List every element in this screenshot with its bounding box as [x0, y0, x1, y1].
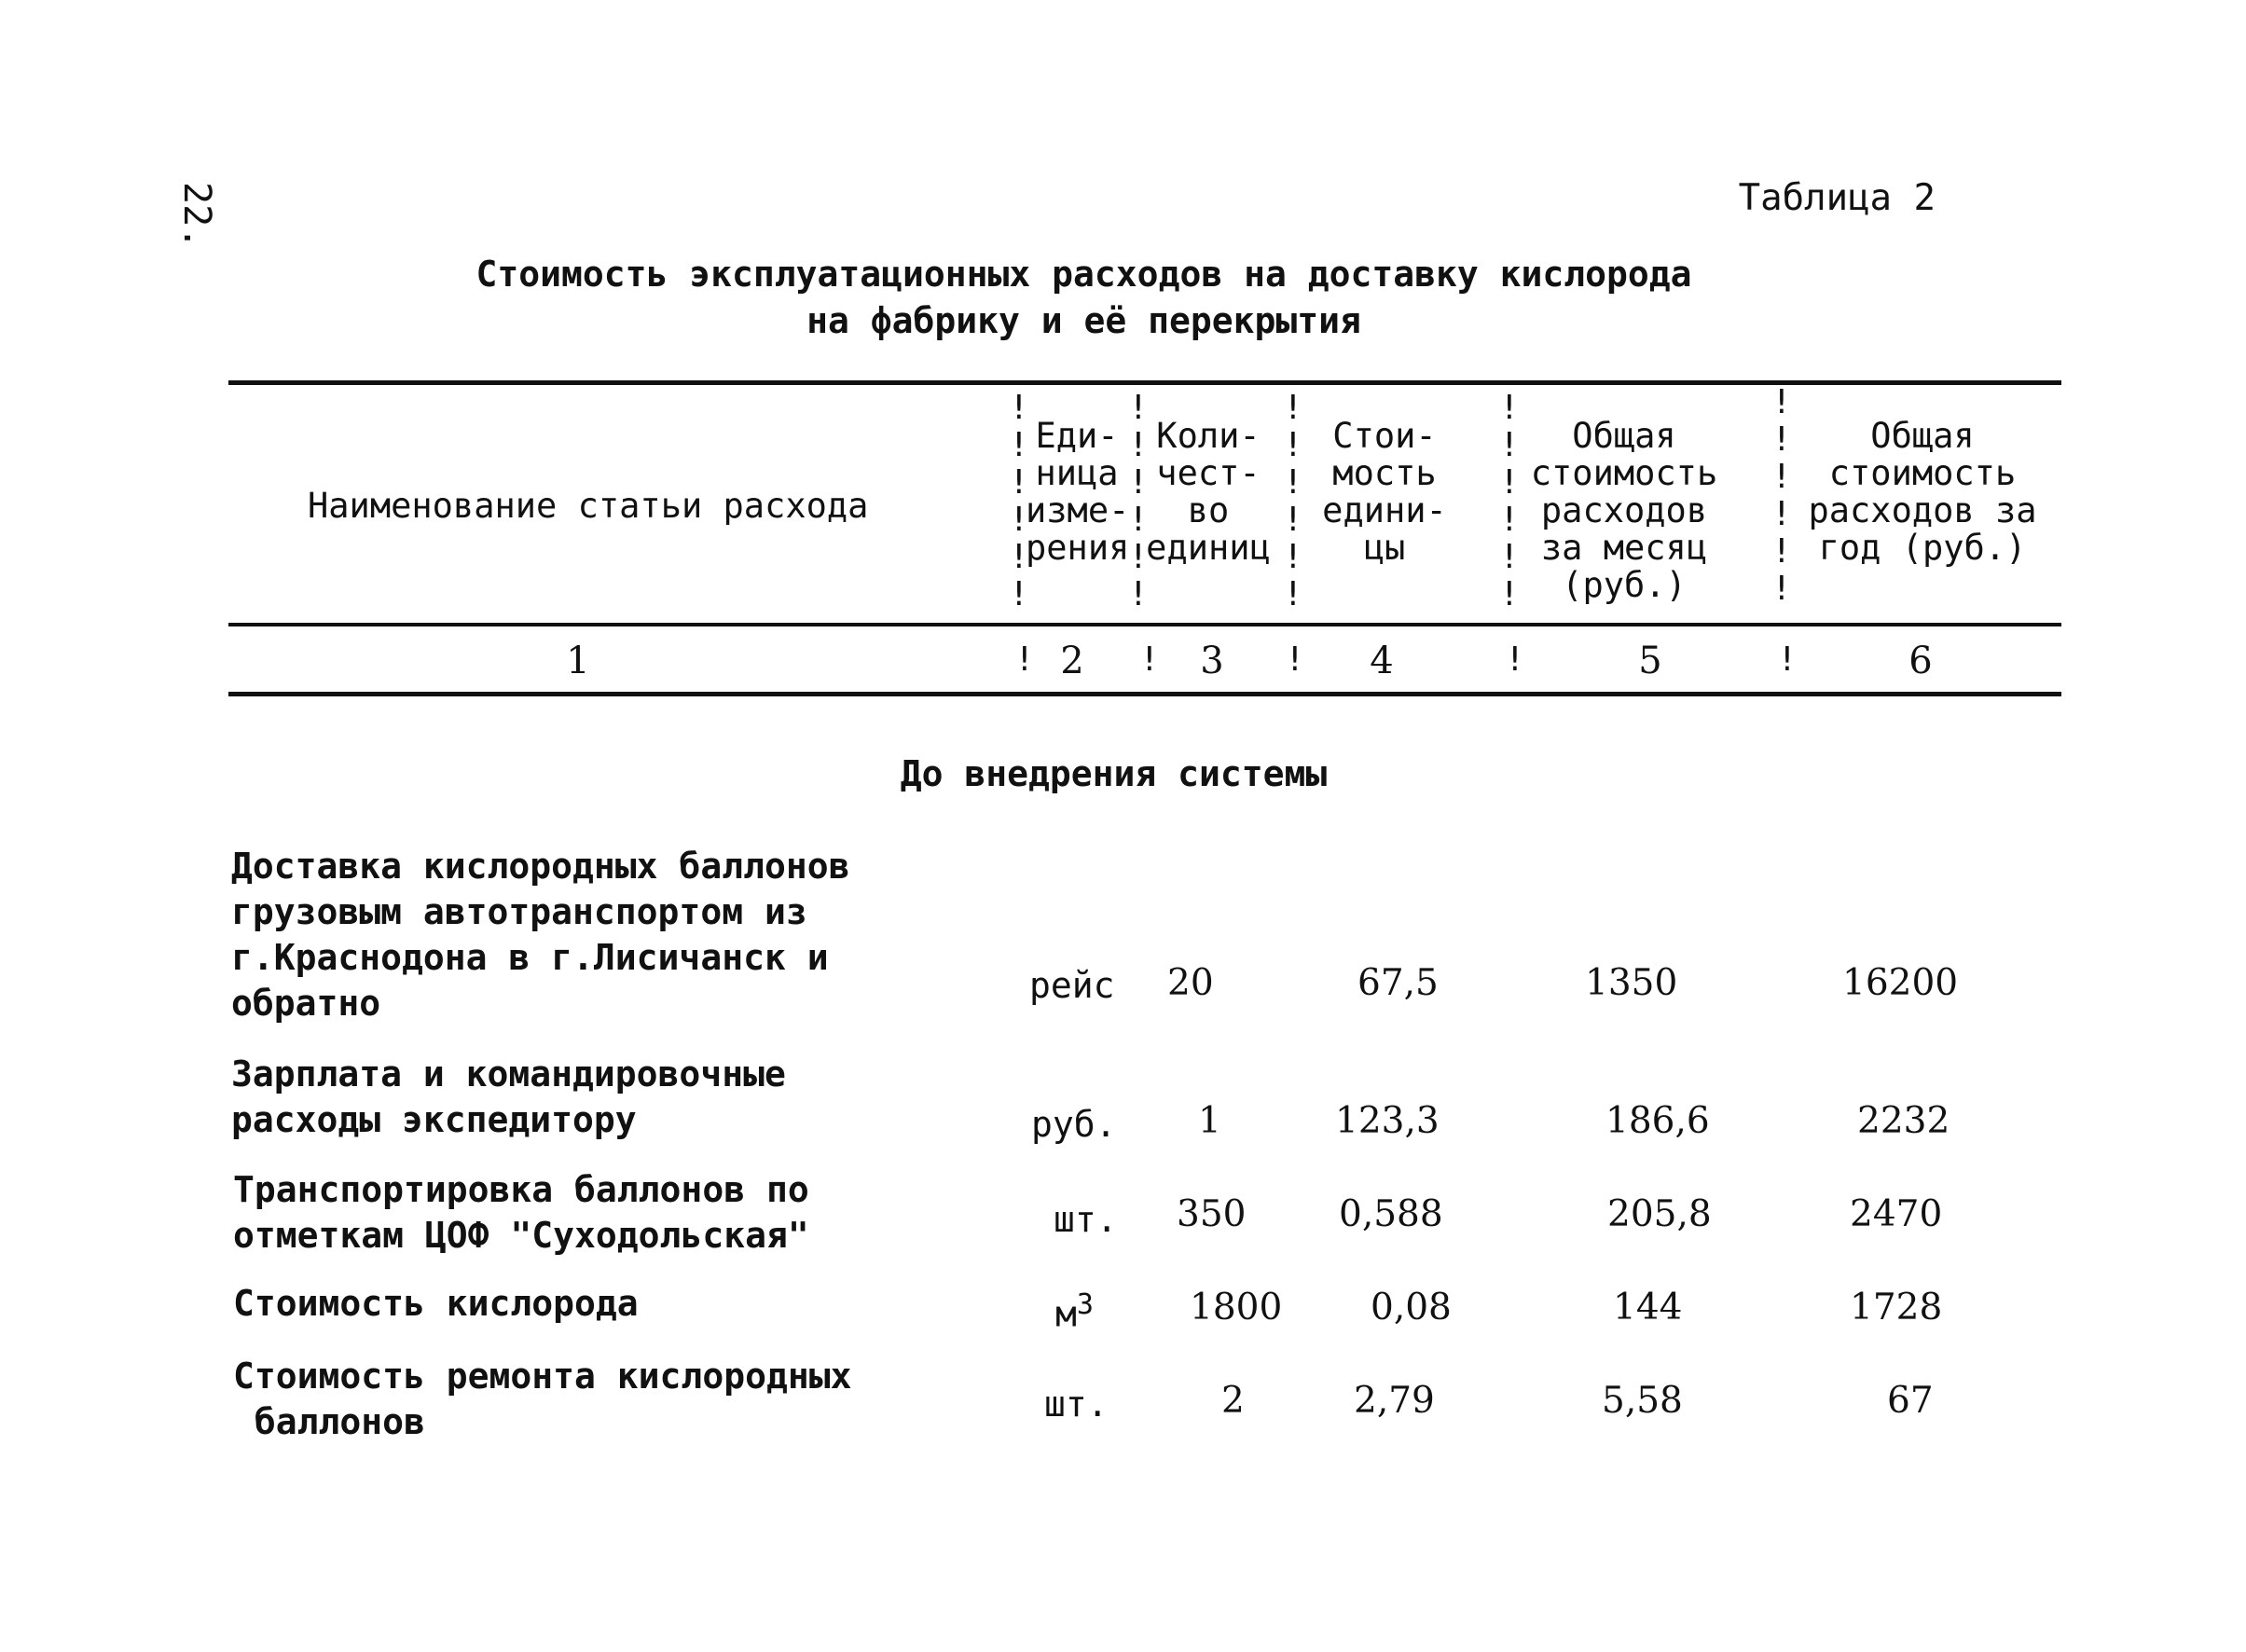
table-row-1-quantity: 20 — [1167, 962, 1214, 1004]
table-row-4-monthly-cost: 144 — [1613, 1287, 1683, 1328]
table-row-3-unit-cost: 0,588 — [1339, 1193, 1443, 1235]
number-separator-1: ! — [1014, 640, 1035, 679]
table-row-1-unit-cost: 67,5 — [1357, 962, 1439, 1004]
table-row-3-unit: шт. — [1054, 1199, 1118, 1240]
table-row-3-name: Транспортировка баллонов по отметкам ЦОФ "Суходольская" — [233, 1169, 809, 1256]
header-col-unit: Еди- ница изме- рения — [1026, 416, 1130, 568]
table-row-2-monthly-cost: 186,6 — [1605, 1100, 1710, 1142]
numbers-bottom-rule — [228, 692, 2061, 696]
table-row-5-unit-cost: 2,79 — [1354, 1380, 1435, 1422]
table-row-2-quantity: 1 — [1198, 1100, 1221, 1142]
table-row-4-name: Стоимость кислорода — [233, 1283, 639, 1324]
table-row-4-yearly-cost: 1728 — [1850, 1287, 1943, 1328]
page-number: 22. — [175, 182, 218, 250]
column-number-4: 4 — [1370, 640, 1394, 682]
table-row-3-yearly-cost: 2470 — [1850, 1193, 1943, 1235]
table-title-line-2: на фабрику и её перекрытия — [806, 300, 1361, 341]
number-separator-5: ! — [1777, 640, 1798, 679]
table-row-1-yearly-cost: 16200 — [1842, 962, 1959, 1004]
table-row-5-monthly-cost: 5,58 — [1602, 1380, 1683, 1422]
column-number-1: 1 — [566, 640, 590, 682]
table-row-3-quantity: 350 — [1177, 1193, 1247, 1235]
table-row-5-yearly-cost: 67 — [1887, 1380, 1934, 1422]
table-row-1-name: Доставка кислородных баллонов грузовым автотранспортом из г.Краснодона в г.Лисичанск и обратно — [231, 846, 850, 1024]
number-separator-3: ! — [1285, 640, 1305, 679]
table-row-5-name: Стоимость ремонта кислородных баллонов — [233, 1356, 852, 1442]
table-row-4-quantity: 1800 — [1190, 1287, 1283, 1328]
table-row-2-yearly-cost: 2232 — [1857, 1100, 1950, 1142]
column-number-3: 3 — [1200, 640, 1224, 682]
column-number-6: 6 — [1908, 640, 1933, 682]
table-row-4-unit: $м^3$ — [1055, 1288, 1094, 1335]
table-row-1-monthly-cost: 1350 — [1585, 962, 1678, 1004]
table-row-5-unit: шт. — [1044, 1384, 1109, 1425]
table-label: Таблица 2 — [1738, 177, 1936, 219]
section-title: До внедрения системы — [900, 753, 1328, 794]
table-title-line-1: Стоимость эксплуатационных расходов на доставку кислорода — [475, 254, 1692, 295]
header-col-monthly-cost: Общая стоимость расходов за месяц (руб.) — [1530, 416, 1718, 605]
table-row-4-unit-cost: 0,08 — [1371, 1287, 1452, 1328]
header-bottom-rule — [228, 623, 2061, 626]
header-col-quantity: Коли- чест- во единиц — [1146, 416, 1271, 568]
header-col-name: Наименование статьи расхода — [308, 486, 869, 526]
table-row-3-monthly-cost: 205,8 — [1607, 1193, 1712, 1235]
table-row-2-name: Зарплата и командировочные расходы экспедитору — [231, 1053, 786, 1140]
table-row-2-unit: руб. — [1031, 1104, 1117, 1145]
table-row-1-unit: рейс — [1029, 965, 1115, 1006]
number-separator-2: ! — [1139, 640, 1160, 679]
table-row-2-unit-cost: 123,3 — [1335, 1100, 1440, 1142]
header-col-unit-cost: Стои- мость едини- цы — [1322, 416, 1447, 568]
header-col-yearly-cost: Общая стоимость расходов за год (руб.) — [1808, 416, 2037, 568]
number-separator-4: ! — [1505, 640, 1525, 679]
column-number-2: 2 — [1060, 640, 1084, 682]
column-number-5: 5 — [1638, 640, 1662, 682]
table-row-5-quantity: 2 — [1221, 1380, 1245, 1422]
